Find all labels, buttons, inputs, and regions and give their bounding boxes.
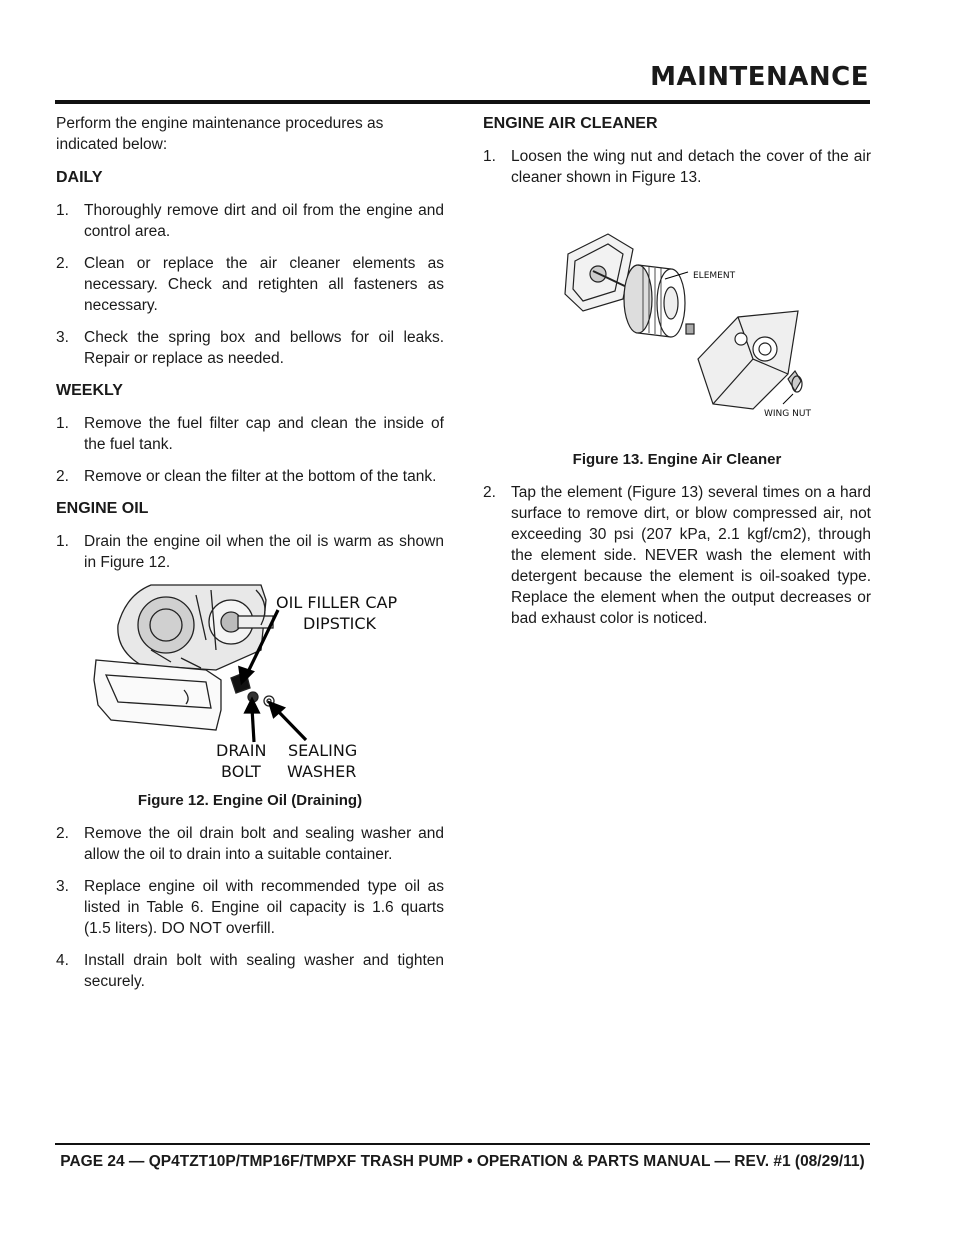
left-column	[56, 113, 444, 1003]
header-rule	[55, 100, 870, 104]
item-number: 2.	[56, 825, 69, 842]
item-text: Remove or clean the filter at the bottom of the tank.	[84, 468, 437, 485]
intro-text: Perform the engine maintenance procedures as indicated below:	[56, 115, 384, 153]
item-text: Check the spring box and bellows for oil leaks. Repair or replace as needed.	[84, 329, 444, 367]
item-text: Tap the element (Figure 13) several times on a hard surface to remove dirt, or blow compressed air, not exceeding 30 psi (207 kPa, 2.1 kgf/cm2), through the element side. NEVER wash the element with detergent because the element is oil-soaked type. Replace the element when the output decreases or bad exhaust color is noticed.	[511, 484, 871, 627]
list-item	[483, 146, 871, 188]
drain-label: DRAIN	[216, 741, 267, 760]
item-text: Install drain bolt with sealing washer and tighten securely.	[84, 952, 444, 990]
page-footer: PAGE 24 — QP4TZT10P/TMP16F/TMPXF TRASH PUMP • OPERATION & PARTS MANUAL — REV. #1 (08/29/11)	[60, 1153, 865, 1170]
list-item	[56, 413, 444, 455]
element-label: ELEMENT	[693, 271, 736, 281]
item-number: 1.	[56, 202, 69, 219]
list-item	[56, 466, 444, 487]
air-cleaner-drawing	[483, 199, 871, 449]
item-number: 1.	[56, 415, 69, 432]
figure-13-caption: Figure 13. Engine Air Cleaner	[572, 451, 782, 468]
list-item	[56, 327, 444, 369]
item-number: 1.	[483, 148, 496, 165]
item-number: 3.	[56, 878, 69, 895]
engine-oil-figure	[56, 580, 444, 790]
list-item	[483, 482, 871, 629]
list-item	[56, 200, 444, 242]
dipstick-label: DIPSTICK	[303, 614, 376, 633]
item-text: Loosen the wing nut and detach the cover of the air cleaner shown in Figure 13.	[511, 148, 871, 186]
sealing-label: SEALING	[288, 741, 358, 760]
item-number: 2.	[56, 255, 69, 272]
item-number: 2.	[56, 468, 69, 485]
weekly-heading: WEEKLY	[56, 382, 123, 399]
item-number: 4.	[56, 952, 69, 969]
list-item	[56, 253, 444, 316]
engine-oil-heading: ENGINE OIL	[56, 500, 149, 517]
page-title: MAINTENANCE	[650, 62, 869, 92]
item-text: Drain the engine oil when the oil is warm as shown in Figure 12.	[84, 533, 444, 571]
list-item	[56, 823, 444, 865]
item-text: Replace engine oil with recommended type oil as listed in Table 6. Engine oil capacity is 1.6 quarts (1.5 liters). DO NOT overfill.	[84, 878, 444, 937]
bolt-label: BOLT	[221, 762, 261, 781]
oil-filler-cap-label: OIL FILLER CAP	[276, 593, 398, 612]
right-column	[483, 113, 871, 640]
air-cleaner-heading: ENGINE AIR CLEANER	[483, 115, 658, 132]
item-number: 1.	[56, 533, 69, 550]
footer-rule	[55, 1143, 870, 1145]
item-text: Remove the fuel filter cap and clean the inside of the fuel tank.	[84, 415, 444, 453]
item-number: 3.	[56, 329, 69, 346]
daily-heading: DAILY	[56, 169, 103, 186]
item-text: Thoroughly remove dirt and oil from the engine and control area.	[84, 202, 444, 240]
air-cleaner-figure	[483, 199, 871, 449]
list-item	[56, 531, 444, 573]
list-item	[56, 876, 444, 939]
item-text: Remove the oil drain bolt and sealing washer and allow the oil to drain into a suitable container.	[84, 825, 444, 863]
item-number: 2.	[483, 484, 496, 501]
washer-label: WASHER	[287, 762, 357, 781]
item-text: Clean or replace the air cleaner elements as necessary. Check and retighten all fasteners as necessary.	[84, 255, 444, 314]
wing-nut-label: WING NUT	[764, 409, 811, 419]
figure-12-caption: Figure 12. Engine Oil (Draining)	[137, 792, 363, 809]
list-item	[56, 950, 444, 992]
